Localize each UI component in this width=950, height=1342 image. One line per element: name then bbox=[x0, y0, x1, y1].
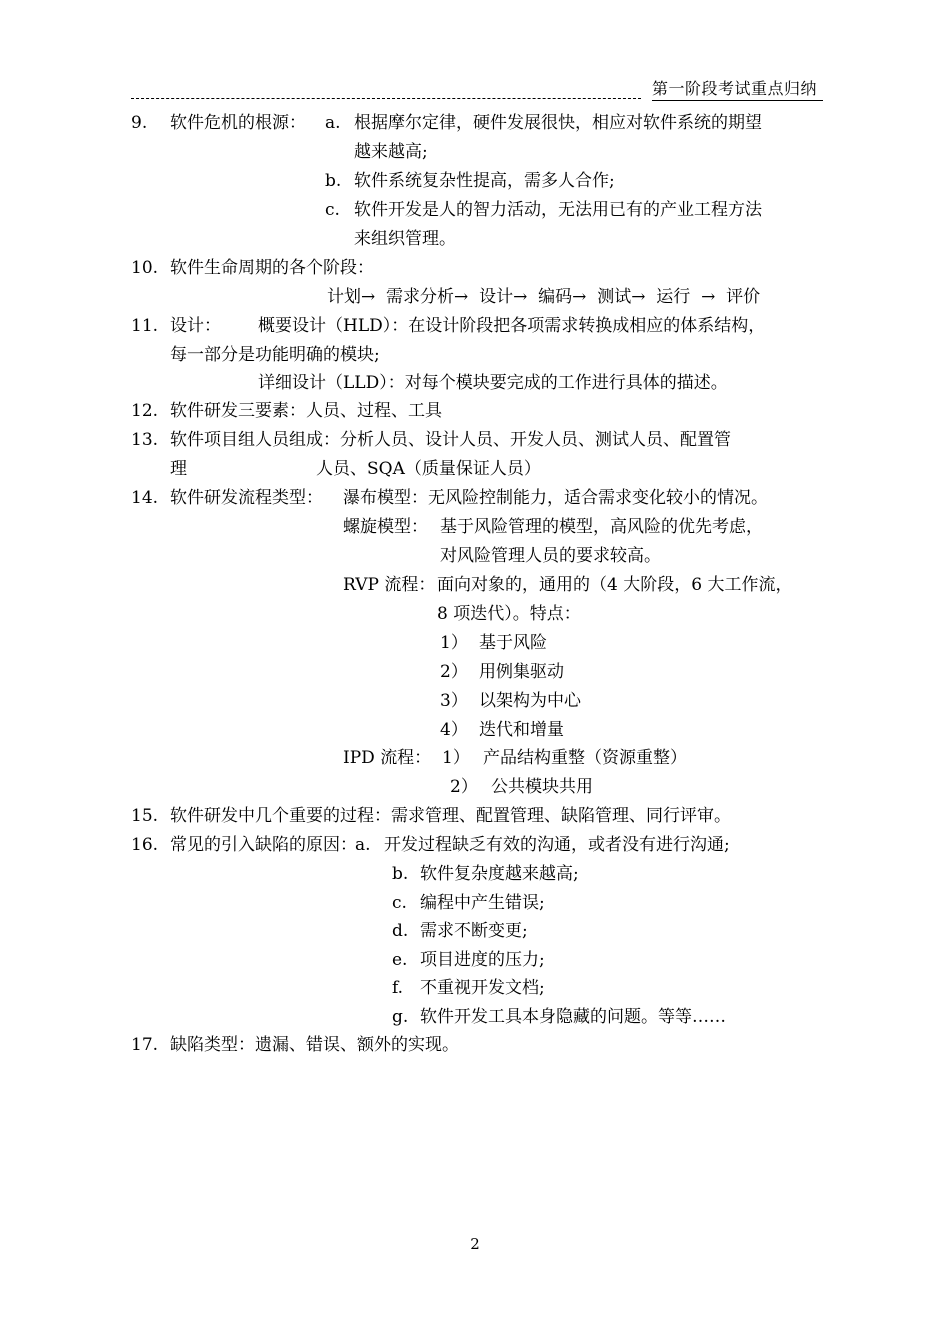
reason-text: 项目进度的压力; bbox=[420, 950, 545, 970]
item-9-c-letter: c. bbox=[325, 200, 340, 220]
reason-text: 开发过程缺乏有效的沟通，或者没有进行沟通; bbox=[384, 835, 730, 855]
item-9-label: 软件危机的根源： bbox=[170, 113, 306, 133]
item-11-hld-line1: 概要设计（HLD）：在设计阶段把各项需求转换成相应的体系结构， bbox=[258, 316, 766, 336]
item-15-number: 15. bbox=[131, 806, 159, 826]
reason-letter: d. bbox=[392, 921, 409, 941]
item-9-a-line1: 根据摩尔定律，硬件发展很快，相应对软件系统的期望 bbox=[354, 113, 762, 133]
item-13-line2a: 理 bbox=[170, 459, 187, 479]
item-9-c-line1: 软件开发是人的智力活动，无法用已有的产业工程方法 bbox=[354, 200, 762, 220]
item-14-spiral-line2: 对风险管理人员的要求较高。 bbox=[440, 546, 661, 566]
item-14-spiral-line1: 基于风险管理的模型，高风险的优先考虑， bbox=[440, 517, 763, 537]
rvp-point-number: 1） bbox=[440, 633, 468, 653]
item-9-c-line2: 来组织管理。 bbox=[354, 229, 456, 249]
reason-letter: f. bbox=[392, 978, 404, 998]
item-9-a-line2: 越来越高; bbox=[354, 142, 428, 162]
item-11-lld: 详细设计（LLD）：对每个模块要完成的工作进行具体的描述。 bbox=[258, 373, 728, 393]
item-11-hld-line2: 每一部分是功能明确的模块; bbox=[170, 345, 380, 365]
item-14-spiral-label: 螺旋模型： bbox=[343, 517, 428, 537]
item-11-label: 设计： bbox=[170, 316, 221, 336]
item-14-number: 14. bbox=[131, 488, 159, 508]
rvp-point-number: 3） bbox=[440, 691, 468, 711]
item-9-b-letter: b. bbox=[325, 171, 342, 191]
item-12-number: 12. bbox=[131, 401, 159, 421]
header-dashed-rule bbox=[131, 98, 641, 99]
rvp-point-text: 基于风险 bbox=[479, 633, 547, 653]
item-12-text: 软件研发三要素：人员、过程、工具 bbox=[170, 401, 442, 421]
item-15-text: 软件研发中几个重要的过程：需求管理、配置管理、缺陷管理、同行评审。 bbox=[170, 806, 731, 826]
item-17-text: 缺陷类型：遗漏、错误、额外的实现。 bbox=[170, 1035, 459, 1055]
item-14-rvp-line1: 面向对象的，通用的（4 大阶段，6 大工作流， bbox=[437, 575, 793, 595]
item-13-line1: 软件项目组人员组成：分析人员、设计人员、开发人员、测试人员、配置管 bbox=[170, 430, 731, 450]
item-10-number: 10. bbox=[131, 258, 159, 278]
reason-text: 不重视开发文档; bbox=[420, 978, 545, 998]
item-14-rvp-line2: 8 项迭代）。特点： bbox=[437, 604, 581, 624]
rvp-point-number: 2） bbox=[440, 662, 468, 682]
item-10-label: 软件生命周期的各个阶段： bbox=[170, 258, 374, 278]
reason-letter: e. bbox=[392, 950, 408, 970]
reason-text: 需求不断变更; bbox=[420, 921, 528, 941]
header-title: 第一阶段考试重点归纳 bbox=[652, 79, 823, 101]
item-16-number: 16. bbox=[131, 835, 159, 855]
reason-text: 编程中产生错误; bbox=[420, 893, 545, 913]
item-14-ipd-label: IPD 流程： bbox=[343, 748, 432, 768]
reason-text: 软件开发工具本身隐藏的问题。等等…… bbox=[420, 1007, 726, 1027]
item-9-number: 9. bbox=[131, 113, 148, 133]
item-9-b-text: 软件系统复杂性提高，需多人合作; bbox=[354, 171, 615, 191]
rvp-point-number: 4） bbox=[440, 720, 468, 740]
reason-text: 软件复杂度越来越高; bbox=[420, 864, 579, 884]
item-11-number: 11. bbox=[131, 316, 159, 336]
page-number: 2 bbox=[470, 1235, 480, 1253]
ipd-point-number: 2） bbox=[450, 777, 478, 797]
item-14-rvp-label: RVP 流程： bbox=[343, 575, 436, 595]
item-10-flow: 计划→ 需求分析→ 设计→ 编码→ 测试→ 运行 → 评价 bbox=[327, 287, 761, 307]
item-14-label: 软件研发流程类型： bbox=[170, 488, 323, 508]
rvp-point-text: 用例集驱动 bbox=[479, 662, 564, 682]
item-14-waterfall: 瀑布模型：无风险控制能力，适合需求变化较小的情况。 bbox=[343, 488, 768, 508]
item-13-line2b: 人员、SQA（质量保证人员） bbox=[316, 459, 541, 479]
ipd-point-text: 公共模块共用 bbox=[491, 777, 593, 797]
reason-letter: b. bbox=[392, 864, 409, 884]
rvp-point-text: 迭代和增量 bbox=[479, 720, 564, 740]
reason-letter: a. bbox=[355, 835, 371, 855]
reason-letter: g. bbox=[392, 1007, 409, 1027]
ipd-point-number: 1） bbox=[442, 748, 470, 768]
reason-letter: c. bbox=[392, 893, 407, 913]
item-9-a-letter: a. bbox=[325, 113, 341, 133]
rvp-point-text: 以架构为中心 bbox=[479, 691, 581, 711]
item-13-number: 13. bbox=[131, 430, 159, 450]
item-16-label: 常见的引入缺陷的原因： bbox=[170, 835, 357, 855]
item-17-number: 17. bbox=[131, 1035, 159, 1055]
ipd-point-text: 产品结构重整（资源重整） bbox=[483, 748, 687, 768]
